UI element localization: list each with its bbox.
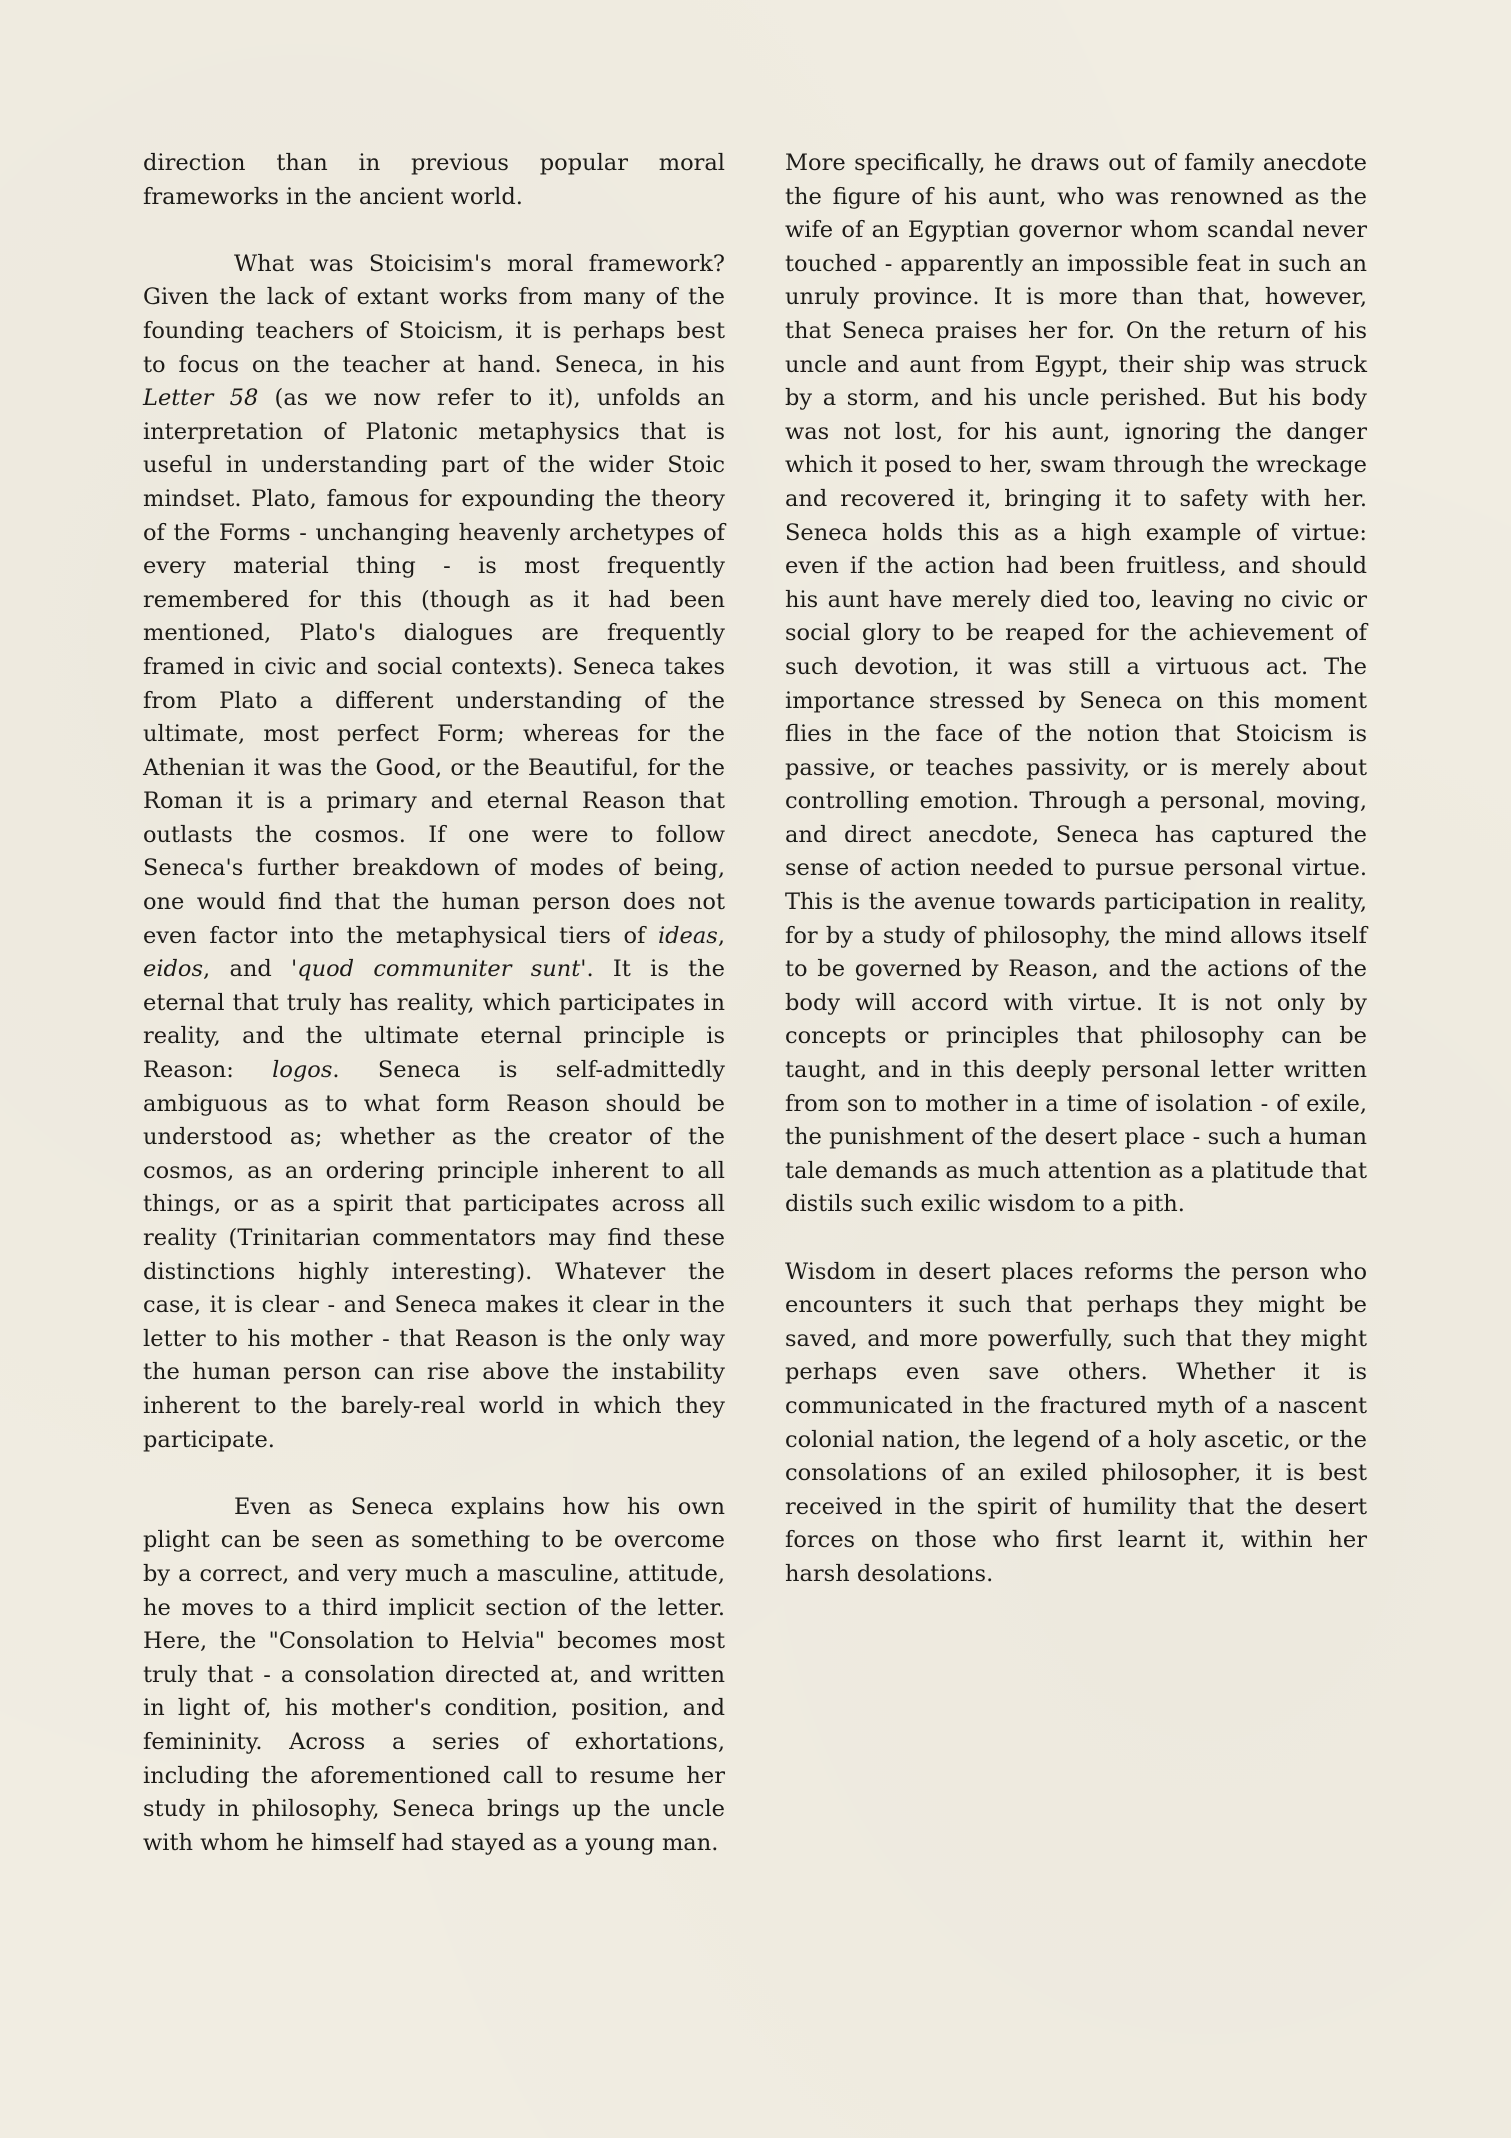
paragraph-text: (as we now refer to it), unfolds an interpretation of Platonic metaphysics that is useful in understanding part of the wider Stoic mindset. Plato, famous for expounding the theory of the Forms - unchanging heavenly archetypes of every material thing - is most frequently remembered for this (though as it had been mentioned, Plato's dialogues are frequently framed in civic and social contexts). Seneca takes from Plato a different understanding of the ultimate, most perfect Form; whereas for the Athenian it was the Good, or the Beautiful, for the Roman it is a primary and eternal Reason that outlasts the cosmos. If one were to follow Seneca's further breakdown of modes of being, one would find that the human person does not even factor into the metaphysical tiers of <box>143 385 725 949</box>
italic-term-eidos: eidos <box>143 956 204 983</box>
separator: , and <box>203 956 292 983</box>
italic-term-letter-58: Letter 58 <box>143 385 259 412</box>
right-column <box>785 147 1367 1592</box>
paragraph: Even as Seneca explains how his own plight can be seen as something to be overcome by a correct, and very much a masculine, attitude, he moves to a third implicit section of the letter. Here, the "Consolation to Helvia" becomes most truly that - a consolation directed at, and written in light of, his mother's condition, position, and femininity. Across a series of exhortations, including the aforementioned call to resume her study in philosophy, Seneca brings up the uncle with whom he himself had stayed as a young man. <box>143 1493 725 1856</box>
paragraph: direction than in previous popular moral frameworks in the ancient world. <box>143 150 725 210</box>
paragraph-text: What was Stoicisim's moral framework? Given the lack of extant works from many of the founding teachers of Stoicism, it is perhaps best to focus on the teacher at hand. Seneca, in his <box>143 250 725 378</box>
paragraph <box>143 248 725 1457</box>
paragraph-text: . Seneca is self-admittedly ambiguous as to what form Reason should be understood as; whether as the creator of the cosmos, as an ordering principle inherent to all things, or as a spirit that participates across all reality (Trinitarian commentators may find these distinctions highly interesting). Whatever the case, it is clear - and Seneca makes it clear in the letter to his mother - that Reason is the only way the human person can rise above the instability inherent to the barely-real world in which they participate. <box>143 1057 725 1453</box>
italic-term-quod: 'quod communiter sunt' <box>291 956 587 983</box>
italic-term-ideas: ideas <box>657 922 718 949</box>
paragraph: Wisdom in desert places reforms the person who encounters it such that perhaps they might be saved, and more powerfully, such that they might perhaps even save others. Whether it is communicated in the fractured myth of a nascent colonial nation, the legend of a holy ascetic, or the consolations of an exiled philosopher, it is best received in the spirit of humility that the desert forces on those who first learnt it, within her harsh desolations. <box>785 1258 1367 1587</box>
separator: , <box>717 922 725 949</box>
paragraph-text: . It is the eternal that truly has reality, which participates in reality, and the ultimate eternal principle is Reason: <box>143 956 725 1084</box>
italic-term-logos: logos <box>272 1057 333 1084</box>
paragraph: More specifically, he draws out of family anecdote the figure of his aunt, who was renowned as the wife of an Egyptian governor whom scandal never touched - apparently an impossible feat in such an unruly province. It is more than that, however, that Seneca praises her for. On the return of his uncle and aunt from Egypt, their ship was struck by a storm, and his uncle perished. But his body was not lost, for his aunt, ignoring the danger which it posed to her, swam through the wreckage and recovered it, bringing it to safety with her. Seneca holds this as a high example of virtue: even if the action had been fruitless, and should his aunt have merely died too, leaving no civic or social glory to be reaped for the achievement of such devotion, it was still a virtuous act. The importance stressed by Seneca on this moment flies in the face of the notion that Stoicism is passive, or teaches passivity, or is merely about controlling emotion. Through a personal, moving, and direct anecdote, Seneca has captured the sense of action needed to pursue personal virtue. This is the avenue towards participation in reality, for by a study of philosophy, the mind allows itself to be governed by Reason, and the actions of the body will accord with virtue. It is not only by concepts or principles that philosophy can be taught, and in this deeply personal letter written from son to mother in a time of isolation - of exile, the punishment of the desert place - such a human tale demands as much attention as a platitude that distils such exilic wisdom to a pith. <box>785 150 1367 1218</box>
left-column <box>143 147 725 1860</box>
